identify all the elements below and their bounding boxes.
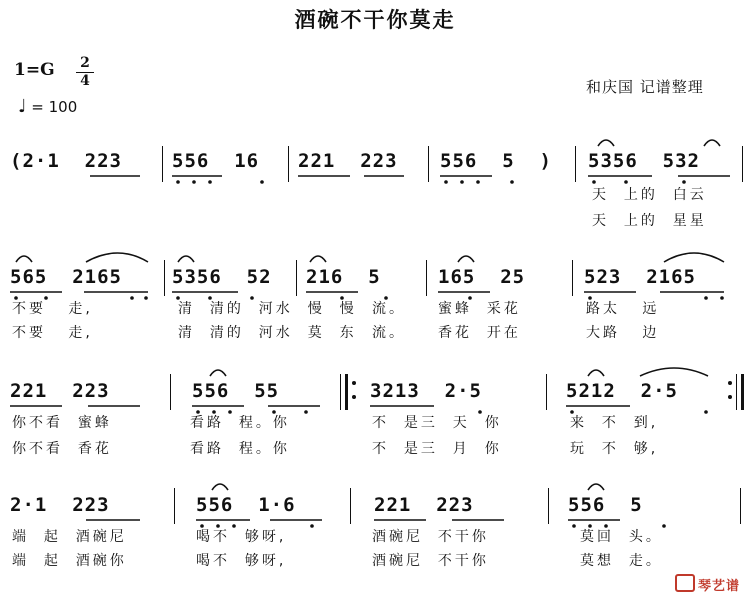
lyrics-verse-1 <box>0 412 750 432</box>
lyric-segment: 来 不 到, <box>570 415 659 431</box>
barline <box>575 146 576 182</box>
lyric-segment: 天 上的 白云 <box>592 187 707 203</box>
time-signature <box>76 56 94 89</box>
lyric-segment: 不要 走, <box>12 325 93 341</box>
barline <box>546 374 547 410</box>
barline <box>288 146 289 182</box>
lyric-segment: 流。 <box>372 325 406 341</box>
measure: 565 2165 <box>10 266 122 288</box>
barline <box>428 146 429 182</box>
measure: (2·1 223 <box>10 150 122 172</box>
lyric-segment: 香花 开在 <box>438 325 521 341</box>
lyric-segment: 喝不 够呀, <box>196 553 287 569</box>
lyric-segment: 玩 不 够, <box>570 441 659 457</box>
transcriber-credit: 和庆国 记谱整理 <box>586 78 704 96</box>
barline <box>296 260 297 296</box>
repeat-start-thick-barline <box>345 374 348 410</box>
lyric-segment: 莫回 头。 <box>580 529 663 545</box>
measure: 221 223 <box>298 150 398 172</box>
lyric-segment: 天 上的 星星 <box>592 213 707 229</box>
barline <box>742 146 743 182</box>
measure: 5212 2·5 <box>566 380 678 402</box>
lyric-segment: 喝不 够呀, <box>196 529 287 545</box>
lyrics-verse-2 <box>0 438 750 458</box>
measure: 556 16 <box>172 150 260 172</box>
measure: 523 2165 <box>584 266 696 288</box>
measure: 221 223 <box>374 494 474 516</box>
lyric-segment: 看路 程。你 <box>190 441 290 457</box>
measure: 556 55 <box>192 380 280 402</box>
tempo-value: = 100 <box>31 98 78 116</box>
key-signature: 1=G <box>14 60 55 80</box>
time-signature-numerator: 2 <box>80 55 90 71</box>
barline <box>572 260 573 296</box>
repeat-end-thick-barline <box>741 374 744 410</box>
lyric-segment: 流。 <box>372 301 406 317</box>
measure: 5356 532 <box>588 150 700 172</box>
quarter-note-icon: ♩ <box>18 96 27 117</box>
barline <box>426 260 427 296</box>
measure: 556 5 <box>568 494 643 516</box>
lyric-segment: 不要 走, <box>12 301 93 317</box>
repeat-start-barline <box>340 374 341 410</box>
notation-row <box>0 150 750 178</box>
lyrics-verse-2 <box>0 210 750 230</box>
repeat-end-barline <box>736 374 737 410</box>
lyrics-verse-2 <box>0 322 750 342</box>
lyric-segment: 莫想 走。 <box>580 553 663 569</box>
lyric-segment: 你不看 蜜蜂 <box>12 415 112 431</box>
lyric-segment: 酒碗尼 不干你 <box>372 529 489 545</box>
barline <box>170 374 171 410</box>
measure: 165 25 <box>438 266 526 288</box>
lyric-segment: 大路 边 <box>586 325 660 341</box>
measure: 216 5 <box>306 266 381 288</box>
barline <box>740 488 741 524</box>
lyric-segment: 你不看 香花 <box>12 441 112 457</box>
barline <box>174 488 175 524</box>
lyric-segment: 端 起 酒碗尼 <box>12 529 127 545</box>
lyric-segment: 看路 程。你 <box>190 415 290 431</box>
lyric-segment: 端 起 酒碗你 <box>12 553 127 569</box>
barline <box>548 488 549 524</box>
lyric-segment: 蜜蜂 采花 <box>438 301 521 317</box>
lyric-segment: 不 是三 月 你 <box>372 441 502 457</box>
lyrics-verse-2 <box>0 550 750 570</box>
lyrics-verse-1 <box>0 526 750 546</box>
notation-row <box>0 380 750 408</box>
barline <box>162 146 163 182</box>
tempo-marking <box>18 96 77 117</box>
lyrics-verse-1 <box>0 298 750 318</box>
measure: 3213 2·5 <box>370 380 482 402</box>
measure: 5356 52 <box>172 266 272 288</box>
barline <box>164 260 165 296</box>
time-signature-denominator: 4 <box>80 73 90 89</box>
lyric-segment: 酒碗尼 不干你 <box>372 553 489 569</box>
lyric-segment: 路太 远 <box>586 301 660 317</box>
barline <box>350 488 351 524</box>
logo-icon <box>675 574 695 592</box>
notation-row <box>0 266 750 294</box>
watermark-text: 琴艺谱 <box>697 579 740 594</box>
lyric-segment: 清 清的 河水 莫 东 <box>178 325 357 341</box>
lyric-segment: 清 清的 河水 慢 慢 <box>178 301 357 317</box>
measure: 2·1 223 <box>10 494 110 516</box>
measure: 556 5 ) <box>440 150 552 172</box>
measure: 556 1·6 <box>196 494 296 516</box>
site-watermark <box>675 574 740 594</box>
measure: 221 223 <box>10 380 110 402</box>
song-title: 酒碗不干你莫走 <box>294 8 456 32</box>
notation-row <box>0 494 750 522</box>
lyrics-verse-1 <box>0 184 750 204</box>
lyric-segment: 不 是三 天 你 <box>372 415 502 431</box>
